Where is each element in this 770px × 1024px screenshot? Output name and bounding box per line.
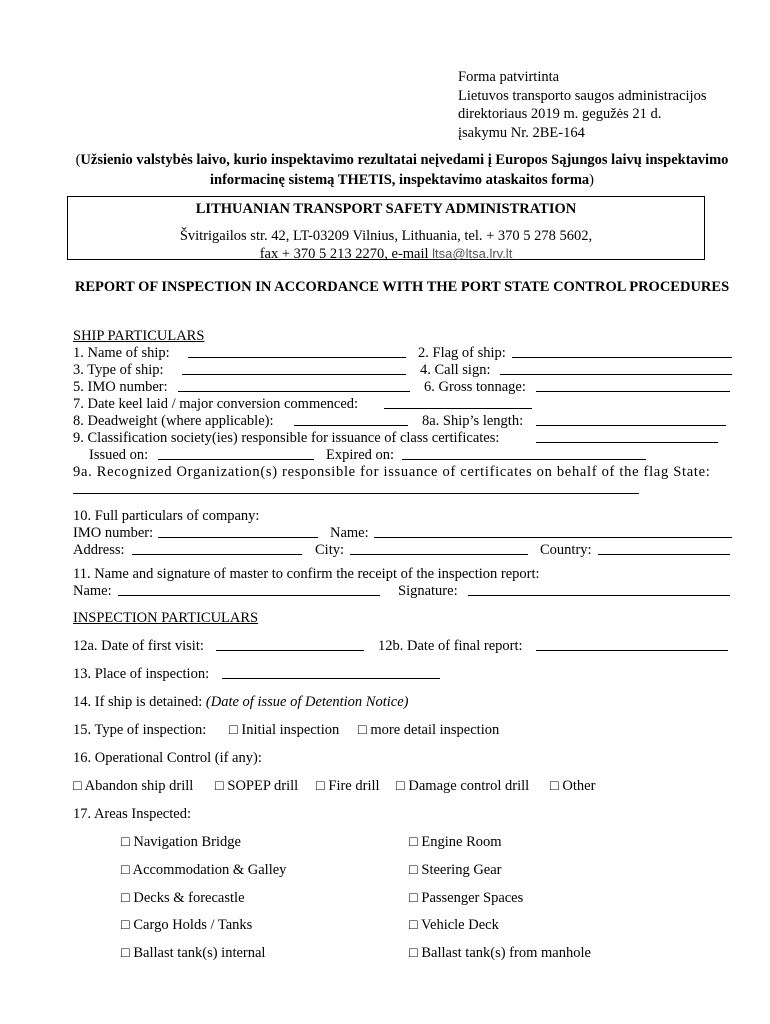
company-country-field[interactable] <box>598 542 730 555</box>
place-of-inspection-field[interactable] <box>222 666 440 679</box>
option-label: Steering Gear <box>421 862 502 878</box>
ship-length-label: 8a. Ship’s length: <box>422 413 524 429</box>
drill-option-other[interactable] <box>550 778 595 795</box>
form-title <box>72 150 732 190</box>
master-heading: 11. Name and signature of master to confirm the receipt of the inspection report: <box>73 566 540 582</box>
master-name-field[interactable] <box>118 583 380 596</box>
areas-inspected-label: 17. Areas Inspected: <box>73 806 191 822</box>
company-address-field[interactable] <box>132 542 302 555</box>
checkbox-icon[interactable]: □ <box>550 778 559 794</box>
option-label: Fire drill <box>328 778 380 794</box>
company-address-label: Address: <box>73 542 125 558</box>
call-sign-label: 4. Call sign: <box>420 362 491 378</box>
checkbox-icon[interactable]: □ <box>121 917 130 933</box>
checkbox-icon[interactable]: □ <box>229 722 238 738</box>
expired-on-label: Expired on: <box>326 447 395 463</box>
agency-email-link[interactable]: ltsa@ltsa.lrv.lt <box>432 246 513 261</box>
detained-label: 14. If ship is detained: <box>73 694 206 710</box>
inspection-particulars-heading: INSPECTION PARTICULARS <box>73 610 259 626</box>
option-label: Cargo Holds / Tanks <box>133 917 253 933</box>
deadweight-field[interactable] <box>294 413 408 426</box>
drill-option-damage-control[interactable] <box>396 778 529 795</box>
recognized-org-field[interactable] <box>73 481 639 494</box>
area-option[interactable] <box>409 862 502 879</box>
place-of-inspection-label: 13. Place of inspection: <box>73 666 210 682</box>
area-option[interactable] <box>121 834 241 851</box>
checkbox-icon[interactable]: □ <box>409 890 418 906</box>
option-label: Decks & forecastle <box>133 890 245 906</box>
deadweight-label: 8. Deadweight (where applicable): <box>73 413 274 429</box>
option-label: Navigation Bridge <box>133 834 241 850</box>
area-option[interactable] <box>121 917 252 934</box>
type-of-ship-label: 3. Type of ship: <box>73 362 164 378</box>
ship-length-field[interactable] <box>536 413 726 426</box>
detained-line <box>73 694 408 711</box>
keel-laid-label: 7. Date keel laid / major conversion commenced: <box>73 396 359 412</box>
company-imo-field[interactable] <box>158 525 318 538</box>
agency-box <box>67 196 705 260</box>
master-name-label: Name: <box>73 583 112 599</box>
checkbox-icon[interactable]: □ <box>316 778 325 794</box>
company-city-label: City: <box>315 542 345 558</box>
paren-open: ( <box>75 152 81 168</box>
approval-line: Lietuvos transporto saugos administracijos <box>458 87 707 104</box>
area-option[interactable] <box>121 890 245 907</box>
type-of-ship-field[interactable] <box>182 362 406 375</box>
checkbox-icon[interactable]: □ <box>121 862 130 878</box>
master-signature-field[interactable] <box>468 583 730 596</box>
first-visit-field[interactable] <box>216 638 364 651</box>
approval-line: direktoriaus 2019 m. gegužės 21 d. <box>458 106 662 122</box>
drill-option-fire[interactable] <box>316 778 380 795</box>
checkbox-icon[interactable]: □ <box>409 917 418 933</box>
agency-address-line2 <box>68 245 704 263</box>
checkbox-icon[interactable]: □ <box>121 834 130 850</box>
option-label: Engine Room <box>421 834 502 850</box>
company-name-field[interactable] <box>374 525 732 538</box>
checkbox-icon[interactable]: □ <box>409 945 418 961</box>
call-sign-field[interactable] <box>500 362 732 375</box>
expired-on-field[interactable] <box>402 447 646 460</box>
checkbox-icon[interactable]: □ <box>121 890 130 906</box>
master-signature-label: Signature: <box>398 583 458 599</box>
approval-line: Forma patvirtinta <box>458 69 560 85</box>
option-label: SOPEP drill <box>227 778 299 794</box>
option-label: Damage control drill <box>408 778 530 794</box>
ship-particulars-heading: SHIP PARTICULARS <box>73 328 205 344</box>
area-option[interactable] <box>409 917 499 934</box>
name-of-ship-label: 1. Name of ship: <box>73 345 170 361</box>
class-society-label: 9. Classification society(ies) responsible for issuance of class certificates: <box>73 430 500 446</box>
issued-on-label: Issued on: <box>89 447 149 463</box>
final-report-label: 12b. Date of final report: <box>378 638 523 654</box>
checkbox-icon[interactable]: □ <box>358 722 367 738</box>
company-imo-label: IMO number: <box>73 525 154 541</box>
area-option[interactable] <box>121 945 265 962</box>
checkbox-icon[interactable]: □ <box>409 834 418 850</box>
company-heading: 10. Full particulars of company: <box>73 508 260 524</box>
agency-fax: fax + 370 5 213 2270, e-mail <box>259 246 433 262</box>
area-option[interactable] <box>409 945 591 962</box>
first-visit-label: 12a. Date of first visit: <box>73 638 204 654</box>
checkbox-icon[interactable]: □ <box>73 778 82 794</box>
area-option[interactable] <box>121 862 286 879</box>
option-label: Abandon ship drill <box>84 778 194 794</box>
imo-number-label: 5. IMO number: <box>73 379 168 395</box>
checkbox-icon[interactable]: □ <box>409 862 418 878</box>
report-title: REPORT OF INSPECTION IN ACCORDANCE WITH THE PORT STATE CONTROL PROCEDURES <box>74 279 730 295</box>
company-name-label: Name: <box>330 525 369 541</box>
option-label: Ballast tank(s) internal <box>133 945 266 961</box>
paren-close: ) <box>589 172 594 188</box>
issued-on-field[interactable] <box>158 447 314 460</box>
more-detail-inspection-option[interactable] <box>358 722 499 739</box>
area-option[interactable] <box>409 834 502 851</box>
area-option[interactable] <box>409 890 523 907</box>
company-country-label: Country: <box>540 542 592 558</box>
flag-of-ship-label: 2. Flag of ship: <box>418 345 506 361</box>
operational-control-label: 16. Operational Control (if any): <box>73 750 262 766</box>
inspection-type-label: 15. Type of inspection: <box>73 722 207 738</box>
agency-address-line1: Švitrigailos str. 42, LT-03209 Vilnius, Lithuania, tel. + 370 5 278 5602, <box>179 228 593 244</box>
form-title-text: Užsienio valstybės laivo, kurio inspektavimo rezultatai neįvedami į Europos Sąjungos laivų inspektavimo informacinę sistemą THETIS, inspektavimo ataskaitos forma <box>80 152 729 188</box>
detained-note: (Date of issue of Detention Notice) <box>205 694 409 710</box>
checkbox-icon[interactable]: □ <box>396 778 405 794</box>
checkbox-icon[interactable]: □ <box>215 778 224 794</box>
name-of-ship-field[interactable] <box>188 345 406 358</box>
checkbox-icon[interactable]: □ <box>121 945 130 961</box>
option-label: Vehicle Deck <box>421 917 499 933</box>
option-label: Other <box>562 778 596 794</box>
option-label: Initial inspection <box>241 722 340 738</box>
option-label: Ballast tank(s) from manhole <box>421 945 591 961</box>
approval-line: įsakymu Nr. 2BE-164 <box>458 124 585 141</box>
flag-of-ship-field[interactable] <box>512 345 732 358</box>
option-label: more detail inspection <box>370 722 500 738</box>
drill-option-sopep[interactable] <box>215 778 298 795</box>
final-report-field[interactable] <box>536 638 728 651</box>
drill-option-abandon-ship[interactable] <box>73 778 193 795</box>
approval-block <box>458 68 706 142</box>
gross-tonnage-field[interactable] <box>536 379 730 392</box>
agency-name: LITHUANIAN TRANSPORT SAFETY ADMINISTRATION <box>195 201 577 217</box>
gross-tonnage-label: 6. Gross tonnage: <box>424 379 526 395</box>
option-label: Accommodation & Galley <box>132 862 287 878</box>
agency-address <box>68 227 704 263</box>
initial-inspection-option[interactable] <box>229 722 339 739</box>
class-society-field[interactable] <box>536 430 718 443</box>
company-city-field[interactable] <box>350 542 528 555</box>
imo-number-field[interactable] <box>178 379 410 392</box>
keel-laid-field[interactable] <box>384 396 532 409</box>
recognized-org-label: 9a. Recognized Organization(s) responsible for issuance of certificates on behalf of the flag State: <box>73 464 711 480</box>
option-label: Passenger Spaces <box>421 890 524 906</box>
